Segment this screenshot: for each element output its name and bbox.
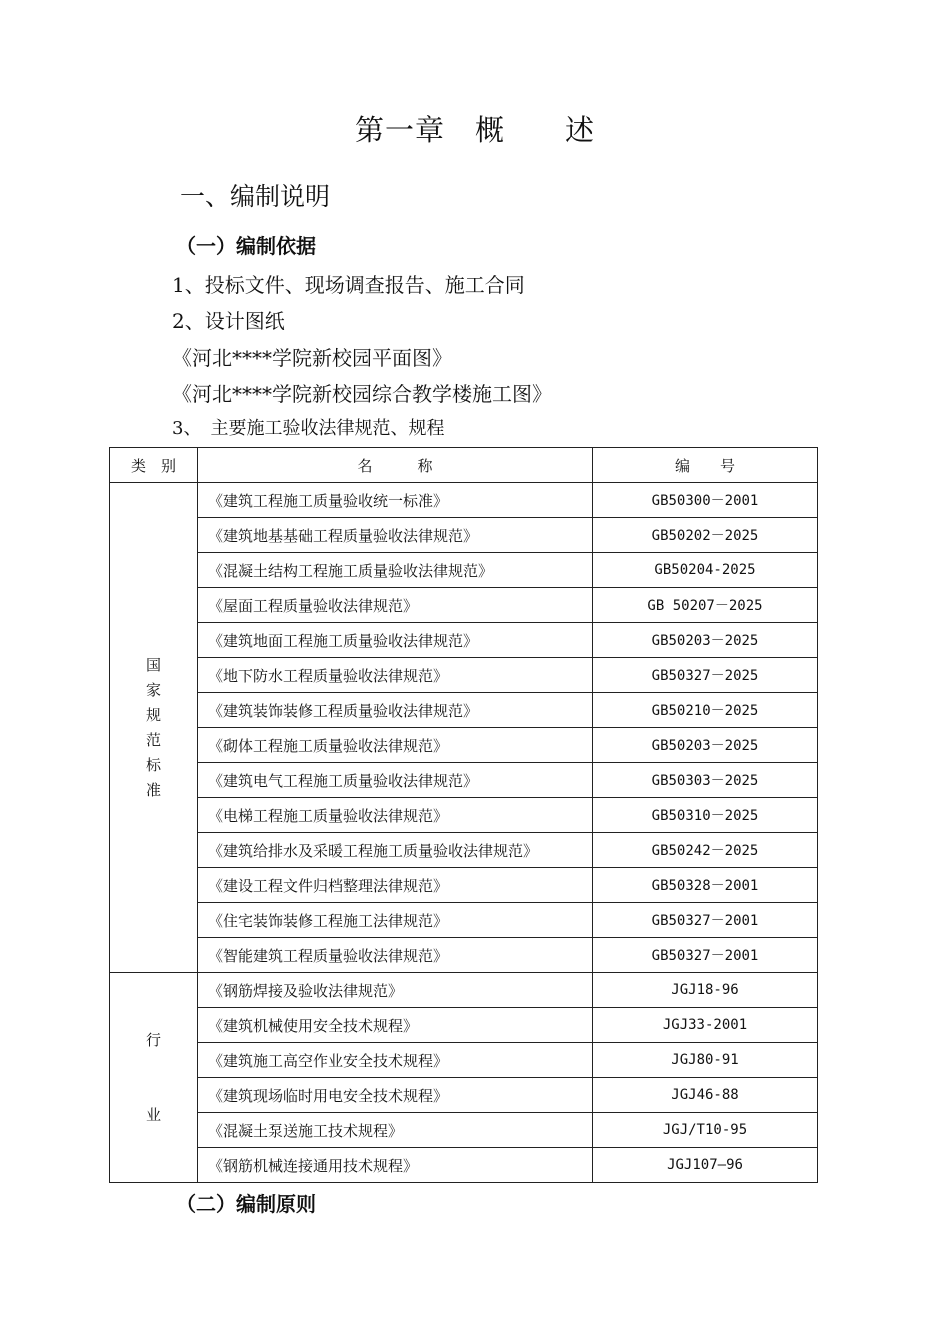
item-3: 3、 主要施工验收法律规范、规程	[172, 418, 445, 439]
standard-code: GB 50207－2025	[593, 588, 818, 623]
header-name: 名 称	[198, 448, 593, 483]
table-row	[110, 588, 818, 623]
standard-name: 《钢筋焊接及验收法律规范》	[198, 973, 593, 1008]
standard-name: 《智能建筑工程质量验收法律规范》	[198, 938, 593, 973]
standard-code: JGJ/T10-95	[593, 1113, 818, 1148]
industry-standards-category	[110, 973, 198, 1183]
standard-code: GB50202－2025	[593, 518, 818, 553]
standard-code: GB50203－2025	[593, 728, 818, 763]
standard-code: GB50303－2025	[593, 763, 818, 798]
standard-name: 《钢筋机械连接通用技术规程》	[198, 1148, 593, 1183]
standard-name: 《住宅装饰装修工程施工法律规范》	[198, 903, 593, 938]
table-row	[110, 903, 818, 938]
standard-name: 《混凝土结构工程施工质量验收法律规范》	[198, 553, 593, 588]
table-row	[110, 553, 818, 588]
standard-code: JGJ107—96	[593, 1148, 818, 1183]
table-header-row	[110, 448, 818, 483]
standard-name: 《建筑现场临时用电安全技术规程》	[198, 1078, 593, 1113]
standards-table	[109, 447, 818, 1183]
standard-name: 《建筑施工高空作业安全技术规程》	[198, 1043, 593, 1078]
drawing-2: 《河北****学院新校园综合教学楼施工图》	[172, 382, 552, 406]
standard-code: GB50210－2025	[593, 693, 818, 728]
chapter-title: 第一章 概 述	[354, 113, 595, 147]
standard-name: 《屋面工程质量验收法律规范》	[198, 588, 593, 623]
industry-standards-category-label: 行 业	[146, 1030, 162, 1124]
header-code: 编 号	[593, 448, 818, 483]
standard-name: 《建设工程文件归档整理法律规范》	[198, 868, 593, 903]
table-row	[110, 658, 818, 693]
table-row	[110, 938, 818, 973]
section-title: 一、编制说明	[180, 182, 331, 211]
standard-code: GB50310－2025	[593, 798, 818, 833]
standard-name: 《建筑地基基础工程质量验收法律规范》	[198, 518, 593, 553]
standard-code: GB50327－2001	[593, 938, 818, 973]
table-row	[110, 518, 818, 553]
item-1: 1、投标文件、现场调查报告、施工合同	[172, 273, 525, 297]
standard-name: 《电梯工程施工质量验收法律规范》	[198, 798, 593, 833]
table-row	[110, 868, 818, 903]
table-row	[110, 623, 818, 658]
subsection-basis-title: （一）编制依据	[176, 234, 316, 258]
standard-code: JGJ80-91	[593, 1043, 818, 1078]
header-category: 类 别	[110, 448, 198, 483]
table-row	[110, 693, 818, 728]
table-row	[110, 973, 818, 1008]
table-row	[110, 798, 818, 833]
standard-code: GB50204-2025	[593, 553, 818, 588]
standard-code: GB50300－2001	[593, 483, 818, 518]
standard-code: JGJ46-88	[593, 1078, 818, 1113]
standard-code: JGJ18-96	[593, 973, 818, 1008]
standard-name: 《建筑电气工程施工质量验收法律规范》	[198, 763, 593, 798]
standard-name: 《建筑工程施工质量验收统一标准》	[198, 483, 593, 518]
standard-code: GB50242－2025	[593, 833, 818, 868]
standard-name: 《建筑地面工程施工质量验收法律规范》	[198, 623, 593, 658]
standard-code: GB50327－2001	[593, 903, 818, 938]
national-standards-category	[110, 483, 198, 973]
table-row	[110, 1008, 818, 1043]
table-row	[110, 833, 818, 868]
standard-name: 《建筑装饰装修工程质量验收法律规范》	[198, 693, 593, 728]
table-row	[110, 1078, 818, 1113]
standard-name: 《砌体工程施工质量验收法律规范》	[198, 728, 593, 763]
standard-code: GB50203－2025	[593, 623, 818, 658]
item-2: 2、设计图纸	[172, 309, 285, 333]
table-row	[110, 728, 818, 763]
standard-code: JGJ33-2001	[593, 1008, 818, 1043]
table-row	[110, 1043, 818, 1078]
national-standards-category-label: 国 家 规 范 标 准	[146, 655, 162, 799]
standard-name: 《混凝土泵送施工技术规程》	[198, 1113, 593, 1148]
drawing-1: 《河北****学院新校园平面图》	[172, 346, 452, 370]
table-row	[110, 1148, 818, 1183]
standard-code: GB50327－2025	[593, 658, 818, 693]
standard-name: 《地下防水工程质量验收法律规范》	[198, 658, 593, 693]
subsection-principles-title: （二）编制原则	[176, 1192, 316, 1216]
table-row	[110, 483, 818, 518]
standard-code: GB50328－2001	[593, 868, 818, 903]
table-row	[110, 763, 818, 798]
standard-name: 《建筑机械使用安全技术规程》	[198, 1008, 593, 1043]
standard-name: 《建筑给排水及采暖工程施工质量验收法律规范》	[198, 833, 593, 868]
table-row	[110, 1113, 818, 1148]
